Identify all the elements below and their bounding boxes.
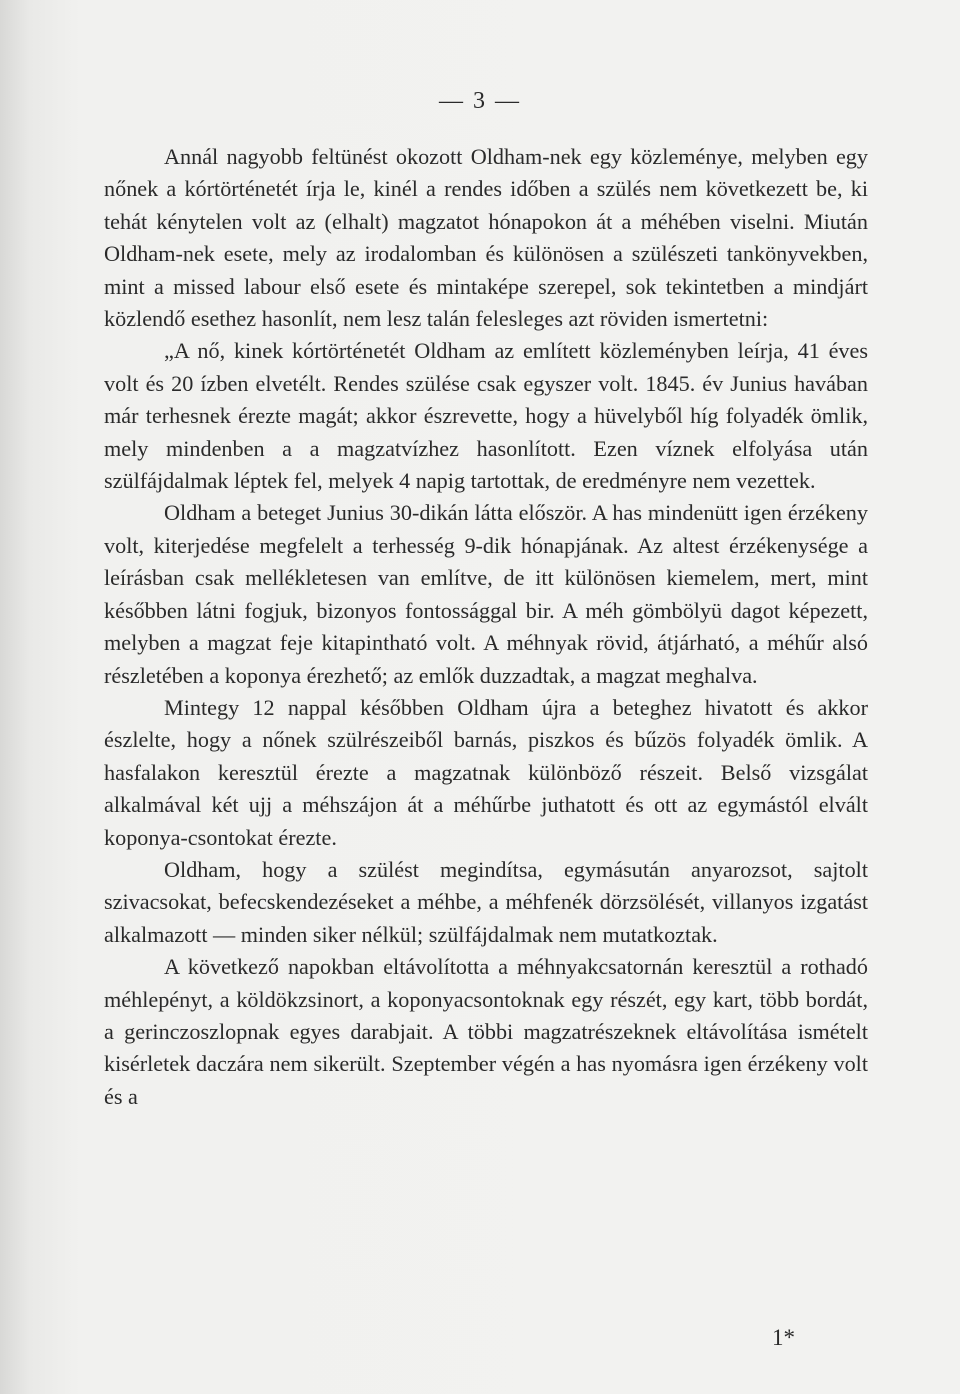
body-text (104, 141, 868, 1113)
paragraph-treatment: Oldham, hogy a szülést megindítsa, egymásután anyarozsot, sajtolt szivacsokat, befecskendezéseket a méhbe, a méhfenék dörzsölését, villanyos izgatást alkalmazott — minden siker nélkül; szülfájdalmak nem mutatkoztak. (104, 856, 868, 947)
paragraph-intro: Annál nagyobb feltünést okozott Oldham-nek egy közleménye, melyben egy nőnek a kórtörténetét írja le, kinél a rendes időben a szülés nem következett be, ki tehát kénytelen volt az (elhalt) magzatot hónapokon át a méhében viselni. Miután Oldham-nek esete, mely az irodalomban és különösen a szülészeti tankönyvekben, mint a missed labour első esete és mintaképe szerepel, sok tekintetben a mindjárt közlendő esethez hasonlít, nem lesz talán felesleges azt röviden ismertetni: (104, 144, 868, 332)
page-number: — 3 — (439, 88, 521, 114)
paragraph-removal: A következő napokban eltávolította a méhnyakcsatornán keresztül a rothadó méhlepényt, a köldökzsinort, a koponyacsontoknak egy részét, egy kart, több bordát, a gerinczoszlopnak egyes darabjait. A többi magzatrészeknek eltávolítása ismételt kisérletek daczára nem sikerült. Szeptember végén a has nyomásra igen érzékeny volt és a (104, 954, 868, 1109)
paragraph-examination: Oldham a beteget Junius 30-dikán látta először. A has mindenütt igen érzékeny volt, kiterjedése megfelelt a terhesség 9-dik hónapjának. Az altest érzékenysége a leírásban csak mellékletesen van említve, de itt különösen kiemelem, mert, mint későbben látni fogjuk, bizonyos fontossággal bir. A méh gömbölyü dagot képezett, melyben a magzat feje kitapintható volt. A méhnyak rövid, átjárható, a méhűr alsó részletében a koponya érezhető; az emlők duzzadtak, a magzat meghalva. (104, 500, 868, 688)
paragraph-followup: Mintegy 12 nappal későbben Oldham újra a beteghez hivatott és akkor észlelte, hogy a nőnek szülrészeiből barnás, piszkos és bűzös folyadék ömlik. A hasfalakon keresztül érezte a magzatnak különböző részeit. Belső vizsgálat alkalmával két ujj a méhszájon át a méhűrbe juthatott és ott az egymástól elvált koponya-csontokat érezte. (104, 694, 868, 850)
paragraph-case-history: „A nő, kinek kórtörténetét Oldham az említett közleményben leírja, 41 éves volt és 20 ízben elvetélt. Rendes szülése csak egyszer volt. 1845. év Junius havában már terhesnek érezte magát; akkor észrevette, hogy a hüvelyből híg folyadék ömlik, mely mindenben a a magzatvízhez hasonlított. Ezen víznek elfolyása után szülfájdalmak léptek fel, melyek 4 napig tartottak, de eredményre nem vezettek. (104, 338, 868, 494)
printer-signature-mark: 1* (772, 1325, 795, 1350)
